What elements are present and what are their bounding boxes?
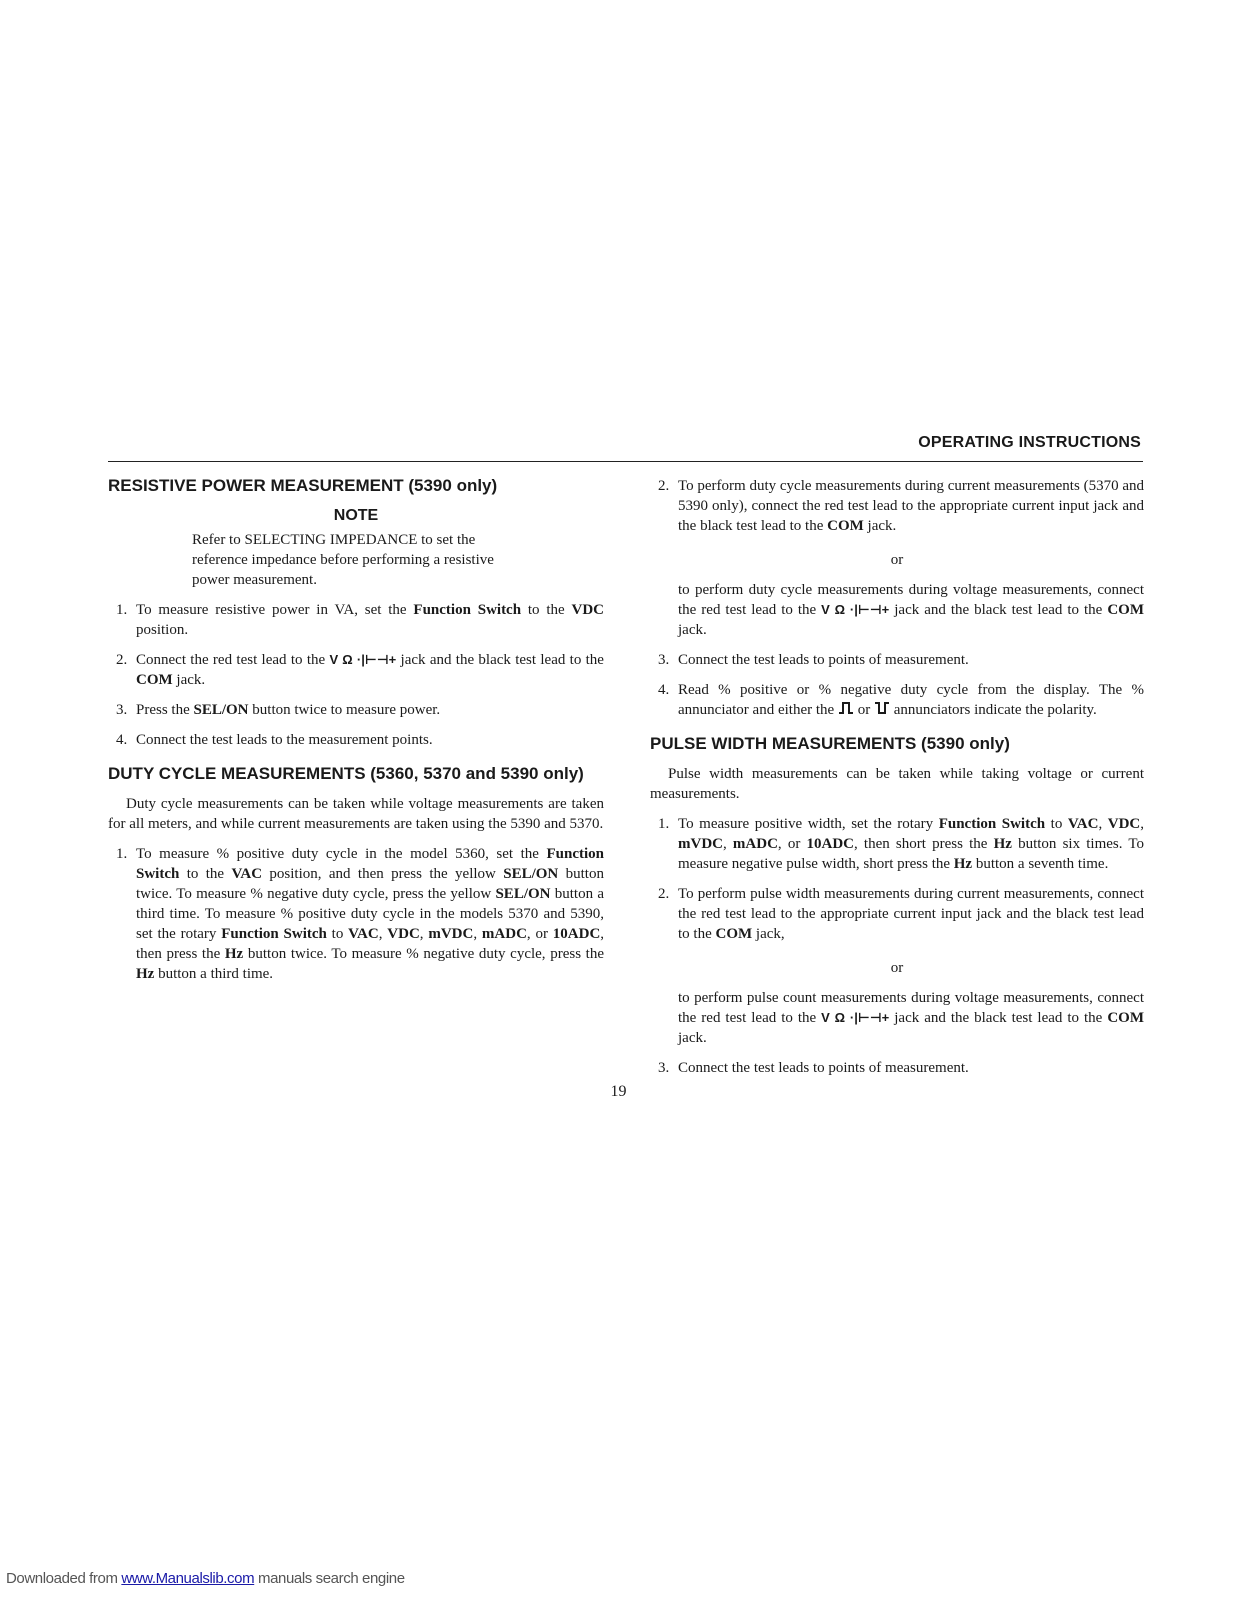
duty-steps-right — [650, 476, 1144, 536]
step-number: 3. — [658, 1060, 670, 1076]
page-header-title: OPERATING INSTRUCTIONS — [918, 434, 1141, 451]
duty-steps-right-2 — [650, 650, 1144, 720]
duty-cycle-intro: Duty cycle measurements can be taken while voltage measurements are taken for all meters, and while current measurements are taken using the 5390 and 5370. — [108, 796, 604, 832]
pulse-step-2: 2. To perform pulse width measurements during current measurements, connect the red test lead to the appropriate current input jack and the black test lead to the COM jack, — [658, 886, 1144, 942]
step-number: 2. — [658, 478, 670, 494]
duty-step-1: 1. To measure % positive duty cycle in the model 5360, set the Function Switch to the VAC position, and then press the yellow SEL/ON button twice. To measure % negative duty cycle, press the yellow SEL/ON button a third time. To measure % positive duty cycle in the models 5370 and 5390, set the rotary Function Switch to VAC, VDC, mVDC, mADC, or 10ADC, then press the Hz button twice. To measure % negative duty cycle, press the Hz button a third time. — [116, 846, 605, 982]
note-body: Refer to SELECTING IMPEDANCE to set the reference impedance before performing a resistive power measurement. — [192, 532, 494, 588]
step-number: 1. — [658, 816, 670, 832]
duty-step-2: 2. To perform duty cycle measurements during current measurements (5370 and 5390 only), connect the red test lead to the appropriate current input jack and the black test lead to the COM jack. — [658, 478, 1144, 534]
footer: Downloaded from www.Manualslib.com manuals search engine — [6, 1570, 405, 1587]
duty-step-2-continued: to perform duty cycle measurements during voltage measurements, connect the red test lead to the V Ω ·|⊢⊣+ jack and the black test lead to the COM jack. — [678, 582, 1144, 638]
negative-pulse-icon — [874, 701, 890, 715]
input-jack-symbol-icon: V Ω ·|⊢⊣+ — [329, 652, 397, 667]
pulse-width-intro: Pulse width measurements can be taken while taking voltage or current measurements. — [650, 766, 1144, 802]
left-column — [108, 476, 604, 998]
manualslib-link[interactable]: www.Manualslib.com — [121, 1570, 255, 1587]
step-number: 3. — [116, 702, 128, 718]
resistive-step-1: 1. To measure resistive power in VA, set the Function Switch to the VDC position. — [116, 602, 604, 638]
resistive-step-4: 4. Connect the test leads to the measurement points. — [116, 732, 433, 748]
step-number: 3. — [658, 652, 670, 668]
pulse-step-1: 1. To measure positive width, set the rotary Function Switch to VAC, VDC, mVDC, mADC, or 10ADC, then short press the Hz button six times. To measure negative pulse width, short press the Hz button a seventh time. — [658, 816, 1145, 872]
or-separator: or — [890, 960, 904, 976]
resistive-step-3: 3. Press the SEL/ON button twice to measure power. — [116, 702, 441, 718]
note-title: NOTE — [333, 507, 379, 524]
step-number: 4. — [658, 682, 670, 698]
duty-step-4: 4. Read % positive or % negative duty cycle from the display. The % annunciator and either the or annunciators indicate the polarity. — [658, 682, 1144, 718]
or-separator: or — [890, 552, 904, 568]
page-number: 19 — [610, 1083, 627, 1100]
duty-step-3: 3. Connect the test leads to points of measurement. — [658, 652, 969, 668]
resistive-step-2: 2. Connect the red test lead to the V Ω ·|⊢⊣+ jack and the black test lead to the COM jack. — [116, 652, 604, 688]
input-jack-symbol-icon: V Ω ·|⊢⊣+ — [821, 1010, 890, 1025]
pulse-step-3: 3. Connect the test leads to points of measurement. — [658, 1060, 969, 1076]
step-number: 1. — [116, 846, 128, 862]
pulse-steps — [650, 814, 1144, 944]
pulse-width-heading: PULSE WIDTH MEASUREMENTS (5390 only) — [650, 734, 1010, 753]
pulse-steps-2 — [650, 1058, 1144, 1078]
duty-steps-left — [108, 844, 604, 984]
resistive-steps — [108, 600, 604, 750]
step-number: 1. — [116, 602, 128, 618]
step-number: 4. — [116, 732, 128, 748]
step-number: 2. — [658, 886, 670, 902]
input-jack-symbol-icon: V Ω ·|⊢⊣+ — [821, 602, 890, 617]
positive-pulse-icon — [838, 701, 854, 715]
step-number: 2. — [116, 652, 128, 668]
right-column — [650, 476, 1144, 1092]
resistive-power-heading: RESISTIVE POWER MEASUREMENT (5390 only) — [108, 476, 498, 495]
duty-cycle-heading: DUTY CYCLE MEASUREMENTS (5360, 5370 and 5390 only) — [108, 764, 584, 783]
pulse-step-2-continued: to perform pulse count measurements during voltage measurements, connect the red test lead to the V Ω ·|⊢⊣+ jack and the black test lead to the COM jack. — [678, 990, 1144, 1046]
header-divider — [108, 461, 1143, 462]
